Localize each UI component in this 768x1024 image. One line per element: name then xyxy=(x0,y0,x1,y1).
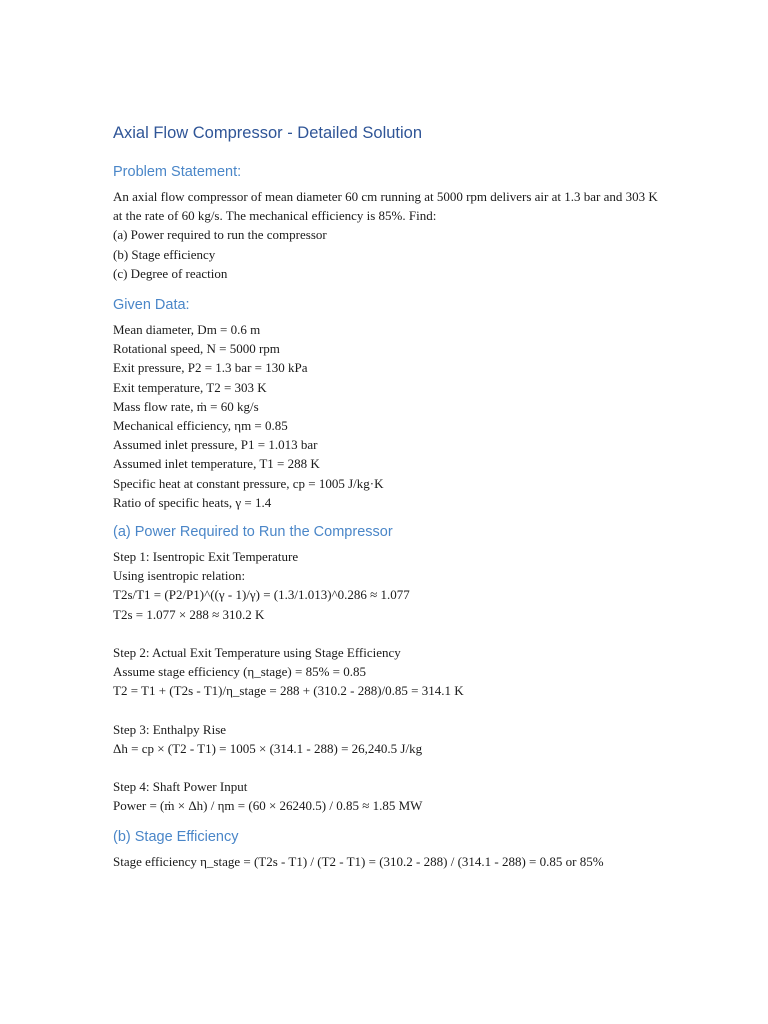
step4-line: Power = (ṁ × Δh) / ηm = (60 × 26240.5) / 0.85 ≈ 1.85 MW xyxy=(113,798,423,814)
given-line: Mass flow rate, ṁ = 60 kg/s xyxy=(113,398,259,414)
given-line: Mechanical efficiency, ηm = 0.85 xyxy=(113,417,288,433)
problem-paragraph: An axial flow compressor of mean diameter 60 cm running at 5000 rpm delivers air at 1.3 bar and 303 K at the rate of 60 kg/s. The mechanical efficiency is 85%. Find: xyxy=(113,189,658,224)
spacer xyxy=(113,624,658,643)
part-b-paragraph: Stage efficiency η_stage = (T2s - T1) / (T2 - T1) = (310.2 - 288) / (314.1 - 288) = 0.85 or 85% xyxy=(113,854,604,869)
step4-title: Step 4: Shaft Power Input xyxy=(113,779,248,795)
step2-line: T2 = T1 + (T2s - T1)/η_stage = 288 + (310.2 - 288)/0.85 = 314.1 K xyxy=(113,683,464,699)
problem-item-a: (a) Power required to run the compressor xyxy=(113,227,327,243)
step2-title: Step 2: Actual Exit Temperature using Stage Efficiency xyxy=(113,644,401,660)
part-a-section xyxy=(113,521,658,816)
part-a-body xyxy=(113,547,658,816)
given-line: Exit pressure, P2 = 1.3 bar = 130 kPa xyxy=(113,360,308,376)
given-data-section xyxy=(113,294,658,512)
step3-line: Δh = cp × (T2 - T1) = 1005 × (314.1 - 288) = 26,240.5 J/kg xyxy=(113,740,423,756)
given-data-heading: Given Data: xyxy=(113,297,190,313)
part-b-heading: (b) Stage Efficiency xyxy=(113,829,239,845)
problem-statement-body xyxy=(113,187,658,283)
given-line: Mean diameter, Dm = 0.6 m xyxy=(113,322,261,337)
given-line: Specific heat at constant pressure, cp = 1005 J/kg·K xyxy=(113,475,384,491)
spacer xyxy=(113,701,658,720)
spacer xyxy=(113,758,658,777)
given-line: Ratio of specific heats, γ = 1.4 xyxy=(113,494,272,510)
problem-statement-section xyxy=(113,161,658,283)
step1-line: T2s = 1.077 × 288 ≈ 310.2 K xyxy=(113,606,265,622)
document-title: Axial Flow Compressor - Detailed Solution xyxy=(113,124,423,142)
part-b-section xyxy=(113,826,633,871)
problem-item-c: (c) Degree of reaction xyxy=(113,265,228,281)
step1-line: T2s/T1 = (P2/P1)^((γ - 1)/γ) = (1.3/1.013)^0.286 ≈ 1.077 xyxy=(113,587,410,603)
given-line: Exit temperature, T2 = 303 K xyxy=(113,379,267,395)
step2-line: Assume stage efficiency (η_stage) = 85% = 0.85 xyxy=(113,664,366,680)
problem-statement-heading: Problem Statement: xyxy=(113,164,242,180)
step1-line: Using isentropic relation: xyxy=(113,568,246,584)
step1-title: Step 1: Isentropic Exit Temperature xyxy=(113,549,299,564)
part-b-body xyxy=(113,852,633,871)
problem-item-b: (b) Stage efficiency xyxy=(113,246,216,262)
given-data-list xyxy=(113,320,658,512)
step3-title: Step 3: Enthalpy Rise xyxy=(113,721,227,737)
given-line: Assumed inlet pressure, P1 = 1.013 bar xyxy=(113,437,318,453)
given-line: Rotational speed, N = 5000 rpm xyxy=(113,341,280,357)
given-line: Assumed inlet temperature, T1 = 288 K xyxy=(113,456,320,472)
part-a-heading: (a) Power Required to Run the Compressor xyxy=(113,524,393,540)
